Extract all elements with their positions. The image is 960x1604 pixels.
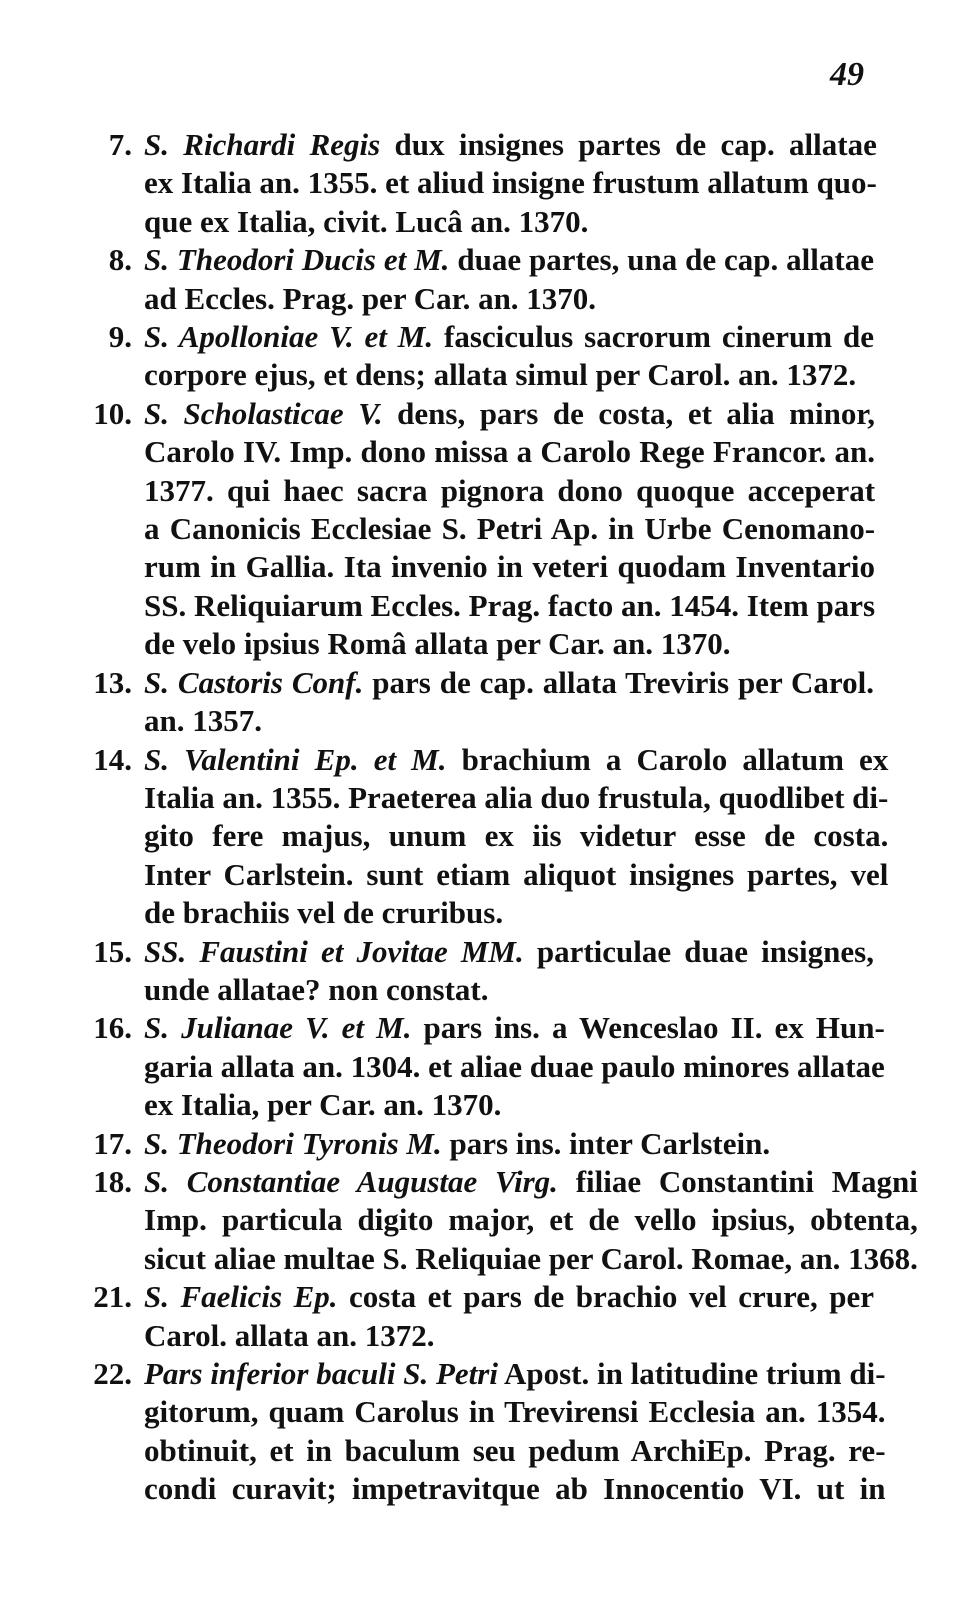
list-item — [76, 395, 874, 664]
text-line: S. Richardi Regis dux insignes partes de cap. allatae — [144, 127, 877, 162]
text-line: Imp. particula digito major, et de vello ipsius, obtenta, — [144, 1202, 918, 1238]
list-item — [76, 933, 874, 1010]
text-line: S. Castoris Conf. pars de cap. allata Treviris per Carol. — [144, 664, 874, 700]
text-line: sicut aliae multae S. Reliquiae per Carol. Romae, an. 1368. — [144, 1240, 918, 1276]
text-line: S. Faelicis Ep. costa et pars de brachio vel crure, per — [144, 1279, 874, 1315]
entry-number: 17. — [93, 1125, 132, 1161]
entry-text — [144, 395, 875, 664]
text-line: gito fere majus, unum ex iis videtur esse de costa. — [144, 818, 889, 854]
list-item — [76, 318, 874, 395]
entry-text — [144, 241, 874, 318]
text-line: corpore ejus, et dens; allata simul per Carol. an. 1372. — [144, 357, 857, 393]
text-line: Pars inferior baculi S. Petri Apost. in latitudine trium di- — [144, 1356, 886, 1391]
saint-name: S. Faelicis Ep. — [144, 1279, 338, 1315]
text-line: Carol. allata an. 1372. — [144, 1317, 435, 1353]
entry-text — [144, 933, 874, 1010]
entry-text — [144, 664, 874, 741]
saint-name: S. Constantiae Augustae Virg. — [144, 1163, 558, 1199]
entry-number: 21. — [93, 1279, 132, 1315]
text-line: de velo ipsius Româ allata per Car. an. 1370. — [144, 626, 731, 662]
text-line: S. Theodori Ducis et M. duae partes, una de cap. allatae — [144, 242, 874, 278]
entry-number: 15. — [93, 933, 132, 969]
entry-number: 8. — [108, 242, 132, 278]
entry-text — [144, 741, 888, 933]
text-line: garia allata an. 1304. et aliae duae paulo minores allatae — [144, 1048, 885, 1084]
text-line: ex Italia, per Car. an. 1370. — [144, 1087, 502, 1123]
entry-text — [144, 1278, 874, 1355]
saint-name: S. Theodori Ducis et M. — [144, 242, 450, 278]
entry-text — [144, 1163, 918, 1278]
saint-name: SS. Faustini et Jovitae MM. — [144, 933, 524, 969]
text-line: S. Valentini Ep. et M. brachium a Carolo allatum ex — [144, 741, 889, 777]
saint-name: S. Theodori Tyronis M. — [144, 1125, 442, 1161]
text-line: S. Constantiae Augustae Virg. filiae Constantini Magni — [144, 1163, 918, 1199]
saint-name: S. Julianae V. et M. — [144, 1010, 412, 1046]
text-line: ex Italia an. 1355. et aliud insigne frustum allatum quo- — [144, 165, 877, 201]
text-line: Inter Carlstein. sunt etiam aliquot insignes partes, vel — [144, 856, 889, 892]
text-line: condi curavit; impetravitque ab Innocentio VI. ut in — [144, 1471, 886, 1507]
entry-number: 14. — [93, 741, 132, 777]
text-line: S. Apolloniae V. et M. fasciculus sacrorum cinerum de — [144, 319, 874, 355]
text-line: SS. Faustini et Jovitae MM. particulae duae insignes, — [144, 933, 874, 969]
entry-number: 9. — [108, 319, 132, 355]
text-line: an. 1357. — [144, 703, 262, 739]
text-line: de brachiis vel de cruribus. — [144, 895, 504, 931]
list-item — [76, 741, 889, 933]
entry-text — [144, 318, 874, 395]
entry-number: 7. — [108, 127, 132, 162]
entry-number: 16. — [93, 1010, 132, 1046]
saint-name: S. Scholasticae V. — [144, 395, 383, 431]
text-line: S. Scholasticae V. dens, pars de costa, et alia minor, — [144, 395, 876, 431]
list-item — [76, 1125, 874, 1163]
list-item — [76, 1278, 874, 1355]
text-line: S. Theodori Tyronis M. pars ins. inter Carlstein. — [144, 1125, 771, 1161]
text-line: rum in Gallia. Ita invenio in veteri quodam Inventario — [144, 549, 876, 585]
entry-text — [144, 126, 877, 241]
list-item — [76, 126, 877, 241]
text-line: obtinuit, et in baculum seu pedum ArchiEp. Prag. re- — [144, 1432, 886, 1468]
saint-name: S. Richardi Regis — [144, 127, 381, 162]
list-item — [76, 664, 874, 741]
saint-name: S. Apolloniae V. et M. — [144, 319, 434, 355]
list-item — [76, 1009, 885, 1124]
text-line: a Canonicis Ecclesiae S. Petri Ap. in Urbe Cenomano- — [144, 511, 876, 547]
entry-number: 18. — [93, 1163, 132, 1199]
list-item — [76, 241, 874, 318]
entry-number: 22. — [93, 1356, 132, 1391]
text-line: que ex Italia, civit. Lucâ an. 1370. — [144, 203, 589, 239]
text-line: gitorum, quam Carolus in Trevirensi Ecclesia an. 1354. — [144, 1394, 886, 1430]
text-line: S. Julianae V. et M. pars ins. a Wenceslao II. ex Hun- — [144, 1010, 885, 1046]
entry-number: 10. — [93, 395, 132, 431]
entry-text — [144, 1125, 874, 1163]
text-line: SS. Reliquiarum Eccles. Prag. facto an. 1454. Item pars — [144, 587, 876, 623]
text-line: unde allatae? non constat. — [144, 971, 489, 1007]
entry-number: 13. — [93, 664, 132, 700]
list-item — [76, 1163, 918, 1278]
page-number: 49 — [830, 56, 864, 93]
saint-name: S. Castoris Conf. — [144, 664, 364, 700]
text-line: 1377. qui haec sacra pignora dono quoque acceperat — [144, 472, 876, 508]
list-item — [76, 1355, 886, 1509]
saint-name: S. Valentini Ep. et M. — [144, 741, 447, 777]
text-line: ad Eccles. Prag. per Car. an. 1370. — [144, 280, 597, 316]
saint-name: Pars inferior baculi S. Petri — [144, 1356, 498, 1391]
entry-text — [144, 1355, 886, 1509]
entry-text — [144, 1009, 885, 1124]
text-line: Italia an. 1355. Praeterea alia duo frustula, quodlibet di- — [144, 779, 889, 815]
relic-list — [76, 126, 918, 1509]
text-line: Carolo IV. Imp. dono missa a Carolo Rege Francor. an. — [144, 434, 876, 470]
